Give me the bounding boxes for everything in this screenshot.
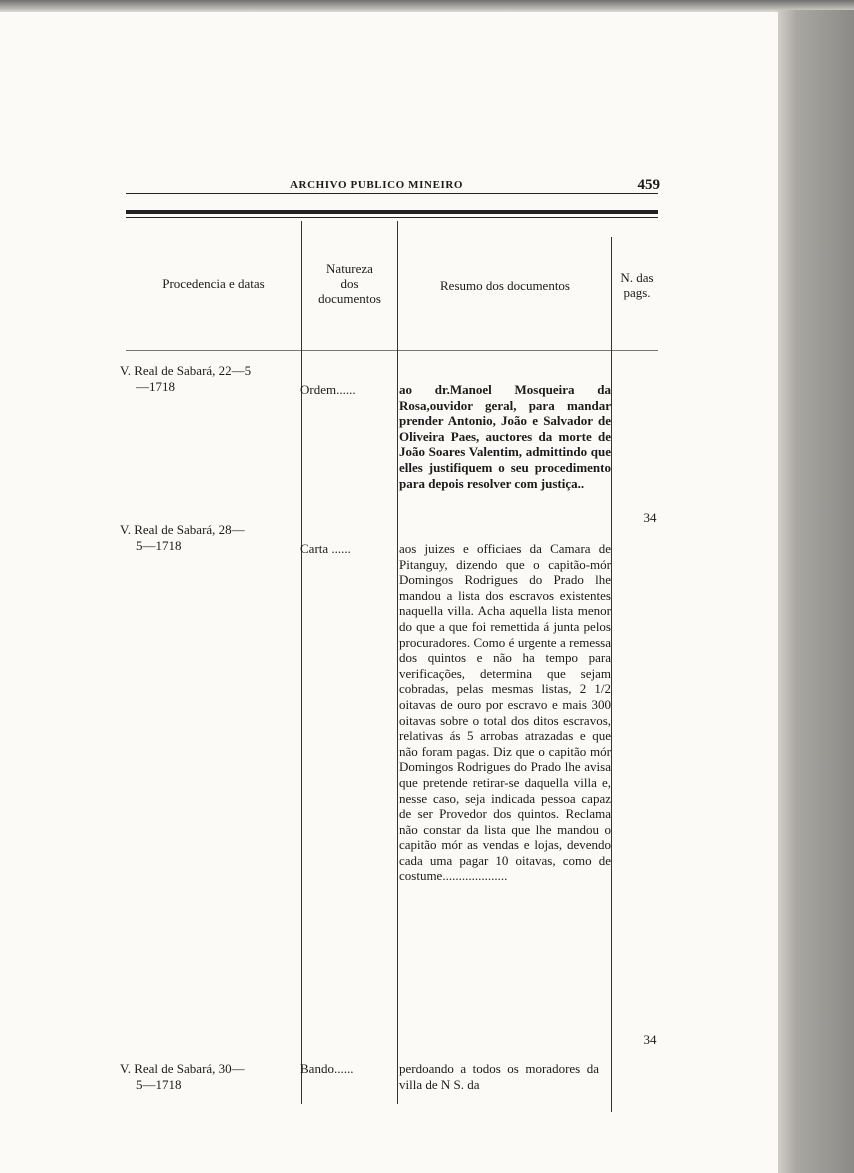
entry-3-procedencia <box>120 1061 302 1092</box>
column-divider-3 <box>611 237 612 1112</box>
entry-1-natureza: Ordem...... <box>300 382 356 397</box>
entry-1-procedencia-line-2: —1718 <box>136 378 175 394</box>
scan-right-edge <box>772 10 854 1173</box>
entry-2-procedencia-line-2: 5—1718 <box>136 537 182 553</box>
column-header-resumo <box>399 278 611 293</box>
column-header-bottom-rule <box>126 350 658 351</box>
entry-1-procedencia <box>120 363 302 394</box>
header-rule <box>126 193 658 194</box>
column-header-natureza-line-2: dos <box>340 276 359 291</box>
entry-3-procedencia-line-2: 5—1718 <box>136 1076 182 1092</box>
entry-3-natureza: Bando...... <box>300 1061 354 1076</box>
column-header-natureza-line-3: documentos <box>318 291 381 306</box>
entry-2-resumo: aos juizes e officiaes da Camara de Pitanguy, dizendo que o capitão-mór Domingos Rodrigues do Prado lhe mandou a lista dos escravos existentes naquella villa. Acha aquella lista menor do que a que foi remettida á junta pelos procuradores. Como é urgente a remessa dos quintos e não ha tempo para verificações, determina que sejam cobradas, pelas mesmas listas, 2 1/2 oitavas de ouro por escravo e mais 300 oitavas sobre o total dos ditos escravos, relativas ás 5 arrobas atrazadas e que não foram pagas. Diz que o capitão mór Domingos Rodrigues do Prado lhe avisa que pretende retirar-se daquella villa e, nesse caso, seja indicada pessoa capaz de ser Provedor dos quintos. Reclama não constar da lista que lhe mandou o capitão mór as vendas e lojas, devendo cada uma pagar 10 oitavas, como de costume.................... <box>399 541 611 884</box>
entry-1-pags: 34 <box>643 510 657 525</box>
entry-1-procedencia-line-1: V. Real de Sabará, 22—5 <box>120 363 252 378</box>
entry-2-procedencia <box>120 522 302 553</box>
entry-3-procedencia-line-1: V. Real de Sabará, 30— <box>120 1061 245 1076</box>
entry-2-natureza: Carta ...... <box>300 541 351 556</box>
column-divider-2 <box>397 221 398 1104</box>
column-header-natureza-line-1: Natureza <box>326 261 373 276</box>
column-header-pags-line-1: N. das <box>620 270 654 285</box>
column-header-procedencia <box>126 276 301 291</box>
column-header-procedencia-label: Procedencia e datas <box>162 276 265 291</box>
table-top-rule-thick <box>126 210 658 214</box>
column-divider-1 <box>301 221 302 1104</box>
document-page <box>0 12 778 1173</box>
column-header-pags-line-2: pags. <box>623 285 651 300</box>
entry-3-resumo: perdoando a todos os moradores da villa de N S. da <box>399 1061 599 1092</box>
column-header-natureza <box>302 261 397 306</box>
page-header <box>110 177 660 201</box>
running-title: ARCHIVO PUBLICO MINEIRO <box>290 179 464 191</box>
column-header-pags <box>612 270 662 300</box>
column-header-resumo-label: Resumo dos documentos <box>440 278 570 293</box>
entry-2-procedencia-line-1: V. Real de Sabará, 28— <box>120 522 245 537</box>
entry-2-pags: 34 <box>643 1032 657 1047</box>
entry-1-resumo: ao dr.Manoel Mosqueira da Rosa,ouvidor geral, para mandar prender Antonio, João e Salvador de Oliveira Paes, auctores da morte de João Soares Valentim, admittindo que elles justifiquem o seu procedimento para depois resolver com justiça.. <box>399 382 611 491</box>
table-top-rule-thin <box>126 217 658 218</box>
page-number: 459 <box>637 177 660 193</box>
